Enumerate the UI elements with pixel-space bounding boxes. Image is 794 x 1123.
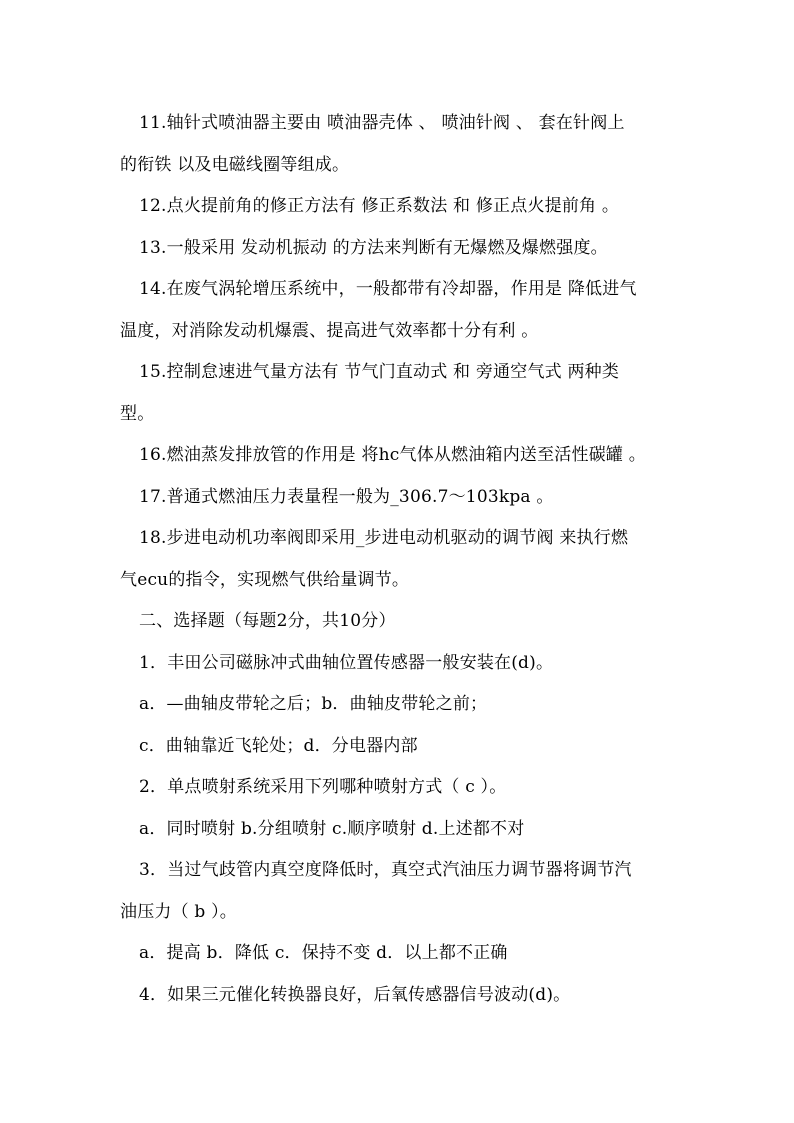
answer-options: a．提高 b．降低 c．保持不变 d．以上都不正确 — [139, 943, 508, 963]
text-line: 型。 — [120, 403, 155, 424]
question-text: 1．丰田公司磁脉冲式曲轴位置传感器一般安装在(d)。 — [139, 652, 554, 673]
document-body — [120, 103, 680, 1016]
section-heading: 二、选择题（每题2分，共10分） — [139, 611, 396, 631]
text-line: 11.轴针式喷油器主要由 喷油器壳体 、 喷油针阀 、 套在针阀上 — [139, 113, 625, 133]
question-text: 2．单点喷射系统采用下列哪种喷射方式（ c ）。 — [139, 777, 507, 797]
question-text: 油压力（ b ）。 — [120, 901, 237, 922]
text-line: 15.控制怠速进气量方法有 节气门直动式 和 旁通空气式 两种类 — [139, 362, 620, 382]
answer-options: c．曲轴靠近飞轮处；d．分电器内部 — [139, 735, 418, 756]
text-line: 气ecu的指令，实现燃气供给量调节。 — [120, 569, 410, 590]
text-line: 18.步进电动机功率阀即采用_步进电动机驱动的调节阀 来执行燃 — [139, 528, 629, 548]
question-text: 4．如果三元催化转换器良好，后氧传感器信号波动(d)。 — [139, 984, 571, 1005]
text-line: 16.燃油蒸发排放管的作用是 将hc气体从燃油箱内送至活性碳罐 。 — [139, 445, 646, 465]
text-line: 14.在废气涡轮增压系统中，一般都带有冷却器，作用是 降低进气 — [139, 279, 637, 299]
text-line: 的衔铁 以及电磁线圈等组成。 — [120, 154, 350, 175]
answer-options: a．同时喷射 b.分组喷射 c.顺序喷射 d.上述都不对 — [139, 818, 525, 839]
text-line: 13.一般采用 发动机振动 的方法来判断有无爆燃及爆燃强度。 — [139, 237, 608, 258]
text-line: 12.点火提前角的修正方法有 修正系数法 和 修正点火提前角 。 — [139, 196, 620, 216]
text-line: 17.普通式燃油压力表量程一般为_306.7～103kpa 。 — [139, 486, 554, 507]
answer-options: a．—曲轴皮带轮之后；b．曲轴皮带轮之前； — [139, 694, 488, 714]
question-text: 3．当过气歧管内真空度降低时，真空式汽油压力调节器将调节汽 — [139, 860, 632, 880]
text-line: 温度，对消除发动机爆震、提高进气效率都十分有利 。 — [120, 320, 539, 341]
